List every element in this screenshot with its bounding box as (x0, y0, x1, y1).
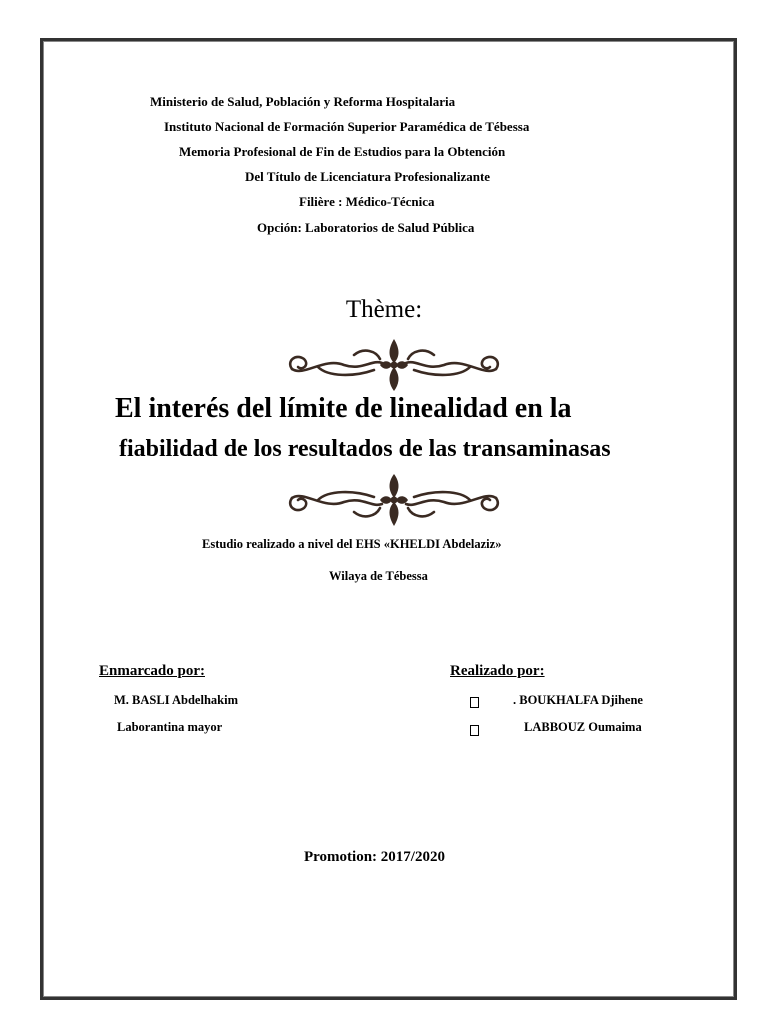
bullet-box-icon (470, 725, 479, 736)
title-line-2: fiabilidad de los resultados de las transaminasas (119, 436, 611, 462)
author-name-1: . BOUKHALFA Djihene (513, 693, 643, 707)
wilaya: Wilaya de Tébessa (329, 569, 428, 583)
author-name-2: LABBOUZ Oumaima (524, 720, 642, 734)
supervisor-role: Laborantina mayor (117, 720, 223, 734)
supervisor-name: M. BASLI Abdelhakim (114, 693, 238, 707)
promotion: Promotion: 2017/2020 (304, 849, 445, 865)
ministry-line: Ministerio de Salud, Población y Reforma Hospitalaria (150, 94, 456, 109)
bullet-box-icon (470, 697, 479, 708)
theme-label: Thème: (345, 296, 423, 323)
institute-line: Instituto Nacional de Formación Superior Paramédica de Tébessa (164, 119, 530, 134)
title-line-1: El interés del límite de linealidad en la (115, 393, 572, 424)
study-place: Estudio realizado a nivel del EHS «KHELDI Abdelaziz» (202, 537, 502, 551)
memoir-line: Memoria Profesional de Fin de Estudios para la Obtención (179, 144, 506, 159)
authors-label: Realizado por: (450, 663, 545, 679)
ornament-divider-top (284, 337, 504, 393)
filiere-line: Filière : Médico-Técnica (299, 194, 435, 209)
degree-line: Del Título de Licenciatura Profesionalizante (245, 169, 491, 184)
supervisor-label: Enmarcado por: (99, 663, 205, 679)
ornament-divider-bottom (284, 472, 504, 528)
option-line: Opción: Laboratorios de Salud Pública (257, 220, 475, 235)
